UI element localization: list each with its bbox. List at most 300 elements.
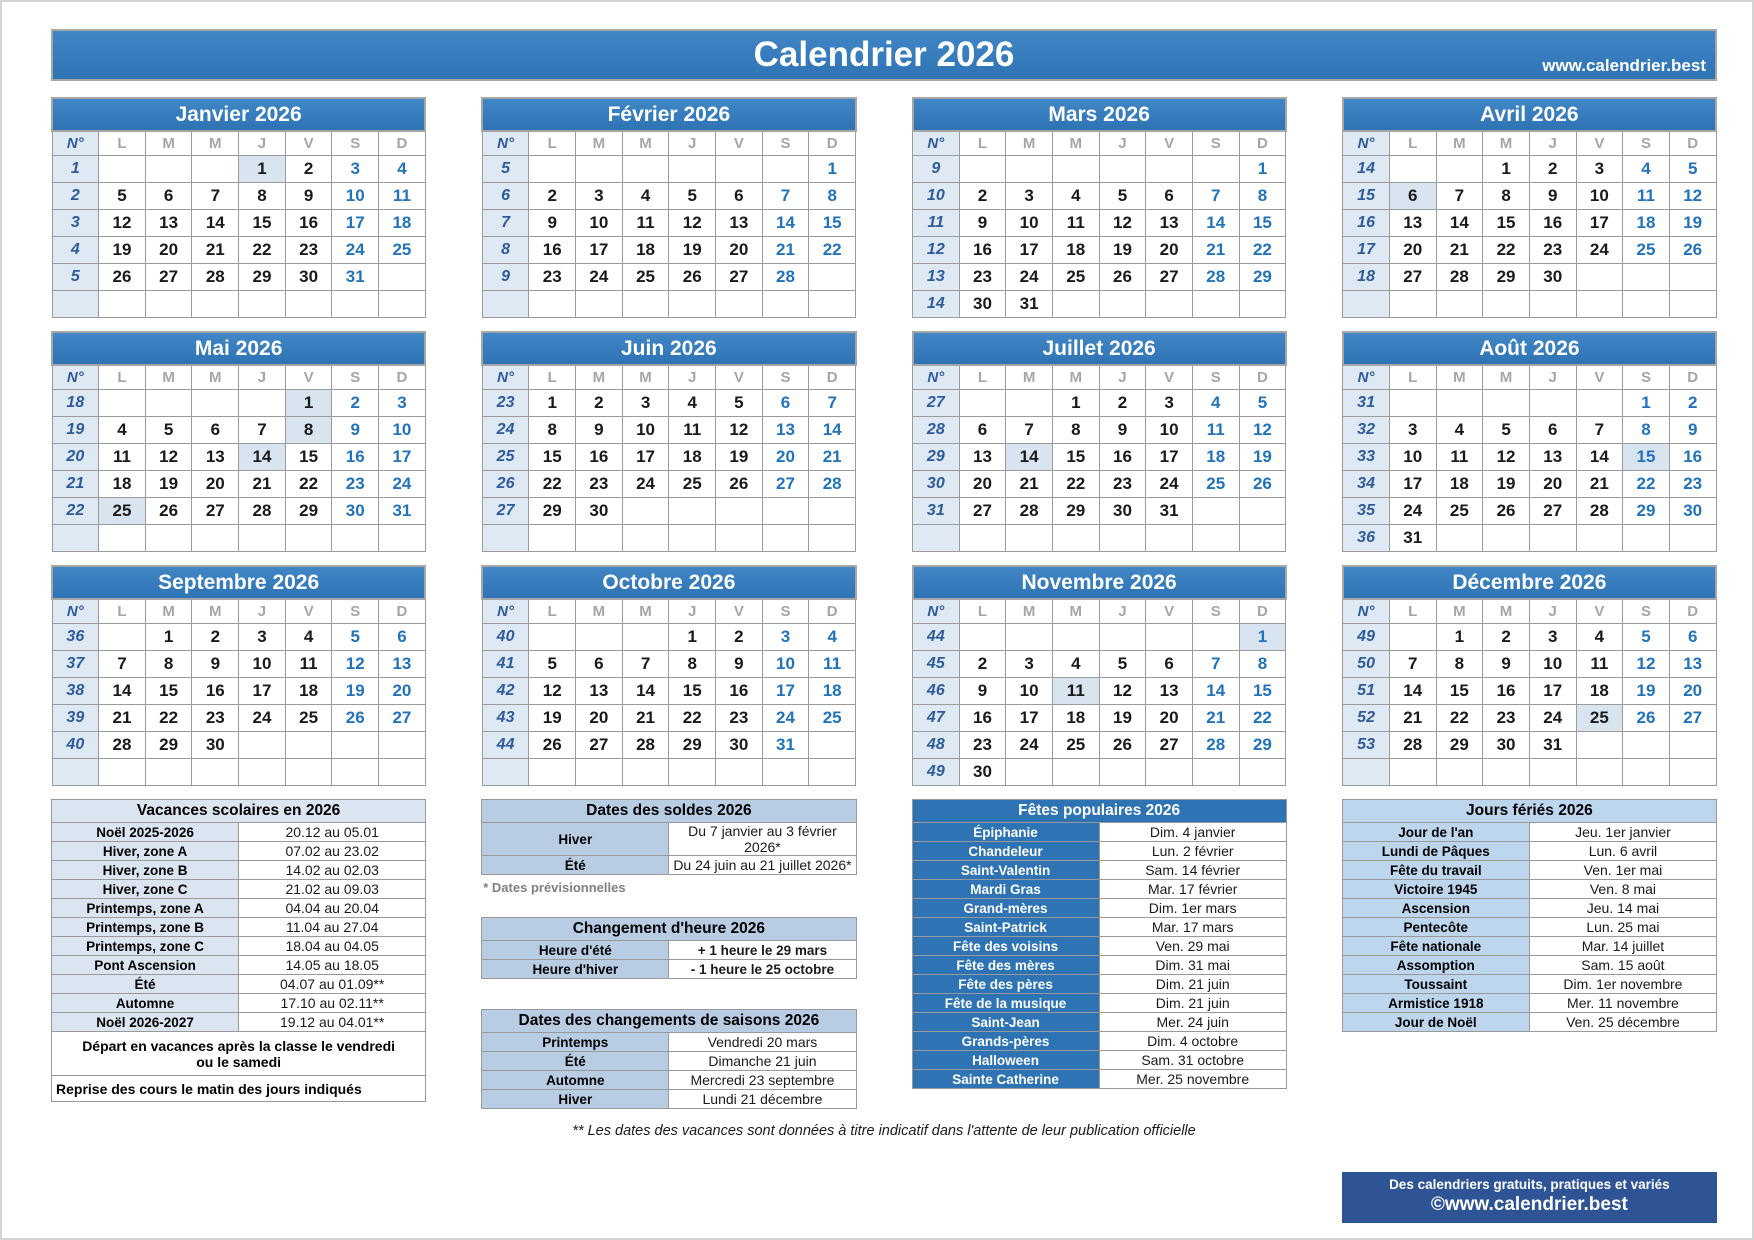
- day-cell: [145, 759, 192, 786]
- day-cell: 30: [959, 291, 1006, 318]
- day-cell: [1052, 759, 1099, 786]
- day-cell: 4: [622, 183, 669, 210]
- day-cell: [1623, 732, 1670, 759]
- day-cell: 22: [1239, 705, 1286, 732]
- day-cell: [1146, 759, 1193, 786]
- day-cell: 31: [762, 732, 809, 759]
- week-number: 9: [913, 156, 960, 183]
- day-cell: 26: [1483, 498, 1530, 525]
- day-cell: [1006, 759, 1053, 786]
- day-cell: 24: [1006, 264, 1053, 291]
- weekday-label: M: [622, 131, 669, 156]
- day-cell: 25: [1192, 471, 1239, 498]
- day-cell: 26: [1239, 471, 1286, 498]
- day-cell: [1576, 525, 1623, 552]
- day-cell: 26: [1669, 237, 1716, 264]
- day-cell: [1006, 156, 1053, 183]
- weekday-label: D: [809, 599, 856, 624]
- day-cell: 22: [1239, 237, 1286, 264]
- day-cell: 15: [1623, 444, 1670, 471]
- day-cell: [1436, 291, 1483, 318]
- day-cell: 6: [576, 651, 623, 678]
- row-value: Mer. 25 novembre: [1099, 1070, 1286, 1089]
- day-cell: 8: [1436, 651, 1483, 678]
- day-cell: 18: [1052, 705, 1099, 732]
- day-cell: 28: [762, 264, 809, 291]
- row-label: Ascension: [1342, 899, 1529, 918]
- saisons-table: [481, 1009, 856, 1109]
- weekday-label: M: [1052, 365, 1099, 390]
- row-label: Saint-Patrick: [912, 918, 1099, 937]
- row-value: 14.05 au 18.05: [239, 956, 426, 975]
- day-cell: [622, 498, 669, 525]
- day-cell: [959, 156, 1006, 183]
- month-title: Juin 2026: [482, 332, 855, 365]
- day-cell: 29: [1623, 498, 1670, 525]
- day-cell: [1006, 390, 1053, 417]
- day-cell: [1389, 390, 1436, 417]
- weekday-label: D: [379, 131, 426, 156]
- week-number-header: N°: [52, 131, 99, 156]
- day-cell: 24: [239, 705, 286, 732]
- day-cell: 2: [716, 624, 763, 651]
- day-cell: 18: [1436, 471, 1483, 498]
- day-cell: 12: [669, 210, 716, 237]
- week-number-header: N°: [913, 131, 960, 156]
- day-cell: 10: [379, 417, 426, 444]
- day-cell: 12: [99, 210, 146, 237]
- week-number: 36: [52, 624, 99, 651]
- day-cell: [1669, 732, 1716, 759]
- day-cell: 22: [1436, 705, 1483, 732]
- day-cell: 13: [1529, 444, 1576, 471]
- day-cell: [622, 525, 669, 552]
- day-cell: 15: [285, 444, 332, 471]
- row-label: Épiphanie: [912, 823, 1099, 842]
- day-cell: 21: [192, 237, 239, 264]
- row-label: Printemps: [482, 1033, 669, 1052]
- day-cell: 4: [379, 156, 426, 183]
- day-cell: 24: [1576, 237, 1623, 264]
- weekday-label: S: [1623, 599, 1670, 624]
- day-cell: 10: [1006, 210, 1053, 237]
- day-cell: 6: [192, 417, 239, 444]
- day-cell: 16: [285, 210, 332, 237]
- row-value: Dim. 21 juin: [1099, 994, 1286, 1013]
- day-cell: [1239, 759, 1286, 786]
- day-cell: [332, 759, 379, 786]
- day-cell: [1192, 525, 1239, 552]
- day-cell: [379, 759, 426, 786]
- row-value: Dim. 31 mai: [1099, 956, 1286, 975]
- day-cell: 6: [145, 183, 192, 210]
- week-number: 3: [52, 210, 99, 237]
- day-cell: 16: [1483, 678, 1530, 705]
- day-cell: 14: [622, 678, 669, 705]
- day-cell: 24: [332, 237, 379, 264]
- day-cell: [1099, 291, 1146, 318]
- day-cell: 27: [1146, 264, 1193, 291]
- day-cell: [959, 525, 1006, 552]
- day-cell: 21: [762, 237, 809, 264]
- month-title: Mai 2026: [52, 332, 425, 365]
- day-cell: 4: [669, 390, 716, 417]
- day-cell: 16: [576, 444, 623, 471]
- row-label: Fête des pères: [912, 975, 1099, 994]
- day-cell: 24: [1529, 705, 1576, 732]
- week-number: 15: [1343, 183, 1390, 210]
- day-cell: 2: [959, 651, 1006, 678]
- website-link[interactable]: www.calendrier.best: [1542, 56, 1706, 75]
- day-cell: 3: [1389, 417, 1436, 444]
- day-cell: 31: [1146, 498, 1193, 525]
- month-title: Avril 2026: [1343, 98, 1716, 131]
- week-number: 50: [1343, 651, 1390, 678]
- week-number: 48: [913, 732, 960, 759]
- day-cell: 23: [716, 705, 763, 732]
- day-cell: 29: [1436, 732, 1483, 759]
- week-number: 8: [482, 237, 529, 264]
- day-cell: 14: [762, 210, 809, 237]
- day-cell: [1006, 525, 1053, 552]
- week-number: 19: [52, 417, 99, 444]
- day-cell: 13: [379, 651, 426, 678]
- day-cell: [622, 291, 669, 318]
- day-cell: 19: [529, 705, 576, 732]
- day-cell: [1436, 156, 1483, 183]
- week-number: 29: [913, 444, 960, 471]
- day-cell: [1436, 525, 1483, 552]
- day-cell: [145, 156, 192, 183]
- day-cell: 25: [379, 237, 426, 264]
- day-cell: 10: [332, 183, 379, 210]
- row-label: Printemps, zone C: [52, 937, 239, 956]
- day-cell: 18: [99, 471, 146, 498]
- row-value: Lundi 21 décembre: [669, 1090, 856, 1109]
- day-cell: 5: [1239, 390, 1286, 417]
- day-cell: 23: [1099, 471, 1146, 498]
- day-cell: 22: [1052, 471, 1099, 498]
- day-cell: 5: [1099, 183, 1146, 210]
- row-label: Pont Ascension: [52, 956, 239, 975]
- day-cell: [1576, 291, 1623, 318]
- row-value: Sam. 15 août: [1529, 956, 1716, 975]
- day-cell: [716, 291, 763, 318]
- row-value: Ven. 1er mai: [1529, 861, 1716, 880]
- day-cell: 22: [285, 471, 332, 498]
- day-cell: 19: [1483, 471, 1530, 498]
- info-section: [51, 799, 1717, 1223]
- day-cell: 23: [576, 471, 623, 498]
- day-cell: [669, 525, 716, 552]
- day-cell: 3: [1006, 651, 1053, 678]
- day-cell: [959, 390, 1006, 417]
- day-cell: 20: [1389, 237, 1436, 264]
- day-cell: [762, 156, 809, 183]
- day-cell: [192, 390, 239, 417]
- day-cell: [1576, 732, 1623, 759]
- day-cell: [1389, 624, 1436, 651]
- day-cell: 27: [762, 471, 809, 498]
- row-label: Armistice 1918: [1342, 994, 1529, 1013]
- weekday-label: L: [99, 365, 146, 390]
- day-cell: 13: [1146, 210, 1193, 237]
- weekday-label: M: [1052, 599, 1099, 624]
- day-cell: [1146, 624, 1193, 651]
- footer-tagline: Des calendriers gratuits, pratiques et variés: [1389, 1177, 1670, 1192]
- row-value: Mar. 17 mars: [1099, 918, 1286, 937]
- day-cell: 18: [669, 444, 716, 471]
- day-cell: [332, 732, 379, 759]
- day-cell: 4: [1623, 156, 1670, 183]
- day-cell: 11: [1192, 417, 1239, 444]
- day-cell: [1483, 759, 1530, 786]
- day-cell: 16: [529, 237, 576, 264]
- months-grid: [51, 97, 1717, 786]
- table-title: Changement d'heure 2026: [482, 918, 856, 941]
- week-number: 7: [482, 210, 529, 237]
- day-cell: 25: [1052, 732, 1099, 759]
- day-cell: 13: [1389, 210, 1436, 237]
- weekday-label: D: [1669, 599, 1716, 624]
- day-cell: 17: [622, 444, 669, 471]
- day-cell: [379, 264, 426, 291]
- day-cell: [1483, 525, 1530, 552]
- day-cell: 9: [1483, 651, 1530, 678]
- day-cell: 21: [1389, 705, 1436, 732]
- jours-feries-table: [1342, 799, 1717, 1032]
- day-cell: 16: [1669, 444, 1716, 471]
- month-table-12: [1342, 565, 1717, 786]
- day-cell: 30: [959, 759, 1006, 786]
- month-title: Février 2026: [482, 98, 855, 131]
- row-label: Fête de la musique: [912, 994, 1099, 1013]
- day-cell: 15: [145, 678, 192, 705]
- page-content: [51, 29, 1717, 1223]
- day-cell: 14: [239, 444, 286, 471]
- month-title: Août 2026: [1343, 332, 1716, 365]
- week-number-header: N°: [482, 599, 529, 624]
- day-cell: 31: [379, 498, 426, 525]
- day-cell: [1099, 525, 1146, 552]
- row-value: 21.02 au 09.03: [239, 880, 426, 899]
- day-cell: 21: [239, 471, 286, 498]
- footer-link[interactable]: ©www.calendrier.best: [1430, 1194, 1628, 1215]
- day-cell: 30: [192, 732, 239, 759]
- row-value: Ven. 8 mai: [1529, 880, 1716, 899]
- day-cell: 23: [1529, 237, 1576, 264]
- week-number-header: N°: [913, 365, 960, 390]
- weekday-label: D: [1239, 599, 1286, 624]
- week-number: 44: [913, 624, 960, 651]
- day-cell: 13: [959, 444, 1006, 471]
- day-cell: 16: [959, 237, 1006, 264]
- changement-heure-table: [481, 917, 856, 979]
- row-label: Fête des voisins: [912, 937, 1099, 956]
- week-number: 5: [52, 264, 99, 291]
- day-cell: 29: [285, 498, 332, 525]
- day-cell: 18: [622, 237, 669, 264]
- week-number: 46: [913, 678, 960, 705]
- day-cell: 3: [1529, 624, 1576, 651]
- day-cell: [99, 156, 146, 183]
- day-cell: [529, 291, 576, 318]
- row-value: Jeu. 1er janvier: [1529, 823, 1716, 842]
- footer-copyright-link[interactable]: [1346, 1194, 1713, 1216]
- day-cell: 10: [1146, 417, 1193, 444]
- table-title: Vacances scolaires en 2026: [52, 800, 426, 823]
- week-number: [52, 525, 99, 552]
- day-cell: 14: [1576, 444, 1623, 471]
- row-label: Jour de Noël: [1342, 1013, 1529, 1032]
- day-cell: 5: [1623, 624, 1670, 651]
- day-cell: [576, 525, 623, 552]
- weekday-label: L: [1389, 131, 1436, 156]
- week-number: 14: [1343, 156, 1390, 183]
- week-number: 28: [913, 417, 960, 444]
- day-cell: [1192, 759, 1239, 786]
- weekday-label: J: [669, 599, 716, 624]
- weekday-label: S: [762, 365, 809, 390]
- row-label: Saint-Valentin: [912, 861, 1099, 880]
- row-value: Du 24 juin au 21 juillet 2026*: [669, 856, 856, 875]
- day-cell: 23: [285, 237, 332, 264]
- day-cell: 30: [1529, 264, 1576, 291]
- day-cell: 22: [529, 471, 576, 498]
- weekday-label: J: [239, 365, 286, 390]
- day-cell: [99, 291, 146, 318]
- day-cell: [239, 291, 286, 318]
- day-cell: 16: [716, 678, 763, 705]
- day-cell: [1099, 759, 1146, 786]
- day-cell: [669, 156, 716, 183]
- day-cell: [1192, 624, 1239, 651]
- day-cell: 31: [1529, 732, 1576, 759]
- day-cell: [1192, 291, 1239, 318]
- day-cell: [1669, 291, 1716, 318]
- day-cell: 18: [1623, 210, 1670, 237]
- day-cell: 8: [529, 417, 576, 444]
- weekday-label: M: [192, 599, 239, 624]
- row-label: Toussaint: [1342, 975, 1529, 994]
- row-label: Hiver: [482, 823, 669, 856]
- day-cell: 20: [145, 237, 192, 264]
- day-cell: [809, 525, 856, 552]
- day-cell: 4: [1192, 390, 1239, 417]
- day-cell: [1623, 525, 1670, 552]
- weekday-label: J: [1099, 131, 1146, 156]
- day-cell: 10: [576, 210, 623, 237]
- day-cell: [239, 759, 286, 786]
- weekday-label: J: [1529, 365, 1576, 390]
- day-cell: 19: [1099, 237, 1146, 264]
- soldes-table: [481, 799, 856, 875]
- row-value: Mar. 14 juillet: [1529, 937, 1716, 956]
- row-value: Dim. 1er novembre: [1529, 975, 1716, 994]
- day-cell: 30: [285, 264, 332, 291]
- day-cell: [1669, 525, 1716, 552]
- day-cell: 1: [1239, 156, 1286, 183]
- weekday-label: D: [1239, 131, 1286, 156]
- day-cell: 23: [192, 705, 239, 732]
- day-cell: 2: [192, 624, 239, 651]
- day-cell: 7: [1192, 183, 1239, 210]
- day-cell: [762, 498, 809, 525]
- day-cell: 21: [1436, 237, 1483, 264]
- day-cell: 19: [99, 237, 146, 264]
- day-cell: 26: [145, 498, 192, 525]
- week-number: 33: [1343, 444, 1390, 471]
- day-cell: 10: [1576, 183, 1623, 210]
- day-cell: 12: [1483, 444, 1530, 471]
- weekday-label: M: [1436, 599, 1483, 624]
- weekday-label: S: [1623, 365, 1670, 390]
- day-cell: [99, 525, 146, 552]
- row-label: Grand-mères: [912, 899, 1099, 918]
- day-cell: [1669, 759, 1716, 786]
- week-number: 22: [52, 498, 99, 525]
- day-cell: 29: [669, 732, 716, 759]
- day-cell: 7: [1436, 183, 1483, 210]
- day-cell: [762, 291, 809, 318]
- day-cell: 17: [239, 678, 286, 705]
- day-cell: 14: [1006, 444, 1053, 471]
- weekday-label: J: [669, 131, 716, 156]
- day-cell: 13: [192, 444, 239, 471]
- day-cell: [1006, 624, 1053, 651]
- day-cell: 8: [809, 183, 856, 210]
- day-cell: [762, 525, 809, 552]
- month-table-4: [1342, 97, 1717, 318]
- day-cell: 5: [332, 624, 379, 651]
- month-table-6: [481, 331, 856, 552]
- day-cell: [716, 525, 763, 552]
- weekday-label: L: [959, 599, 1006, 624]
- day-cell: 7: [762, 183, 809, 210]
- weekday-label: V: [716, 599, 763, 624]
- day-cell: 11: [285, 651, 332, 678]
- day-cell: 5: [99, 183, 146, 210]
- row-label: Victoire 1945: [1342, 880, 1529, 899]
- row-value: Dim. 4 octobre: [1099, 1032, 1286, 1051]
- weekday-label: V: [1146, 365, 1193, 390]
- day-cell: 24: [1006, 732, 1053, 759]
- day-cell: 9: [959, 210, 1006, 237]
- row-label: Grands-pères: [912, 1032, 1099, 1051]
- day-cell: 28: [99, 732, 146, 759]
- day-cell: 16: [959, 705, 1006, 732]
- day-cell: [192, 525, 239, 552]
- day-cell: 11: [1052, 678, 1099, 705]
- weekday-label: S: [332, 131, 379, 156]
- day-cell: [1436, 390, 1483, 417]
- row-value: Vendredi 20 mars: [669, 1033, 856, 1052]
- week-number-header: N°: [913, 599, 960, 624]
- day-cell: 10: [239, 651, 286, 678]
- day-cell: 2: [529, 183, 576, 210]
- week-number: 38: [52, 678, 99, 705]
- row-value: Ven. 25 décembre: [1529, 1013, 1716, 1032]
- row-value: 04.04 au 20.04: [239, 899, 426, 918]
- row-value: Du 7 janvier au 3 février 2026*: [669, 823, 856, 856]
- row-label: Heure d'hiver: [482, 960, 669, 979]
- row-value: 19.12 au 04.01**: [239, 1013, 426, 1032]
- fetes-populaires-table: [912, 799, 1287, 1089]
- weekday-label: J: [1529, 599, 1576, 624]
- day-cell: 3: [762, 624, 809, 651]
- week-number: 51: [1343, 678, 1390, 705]
- week-number: 42: [482, 678, 529, 705]
